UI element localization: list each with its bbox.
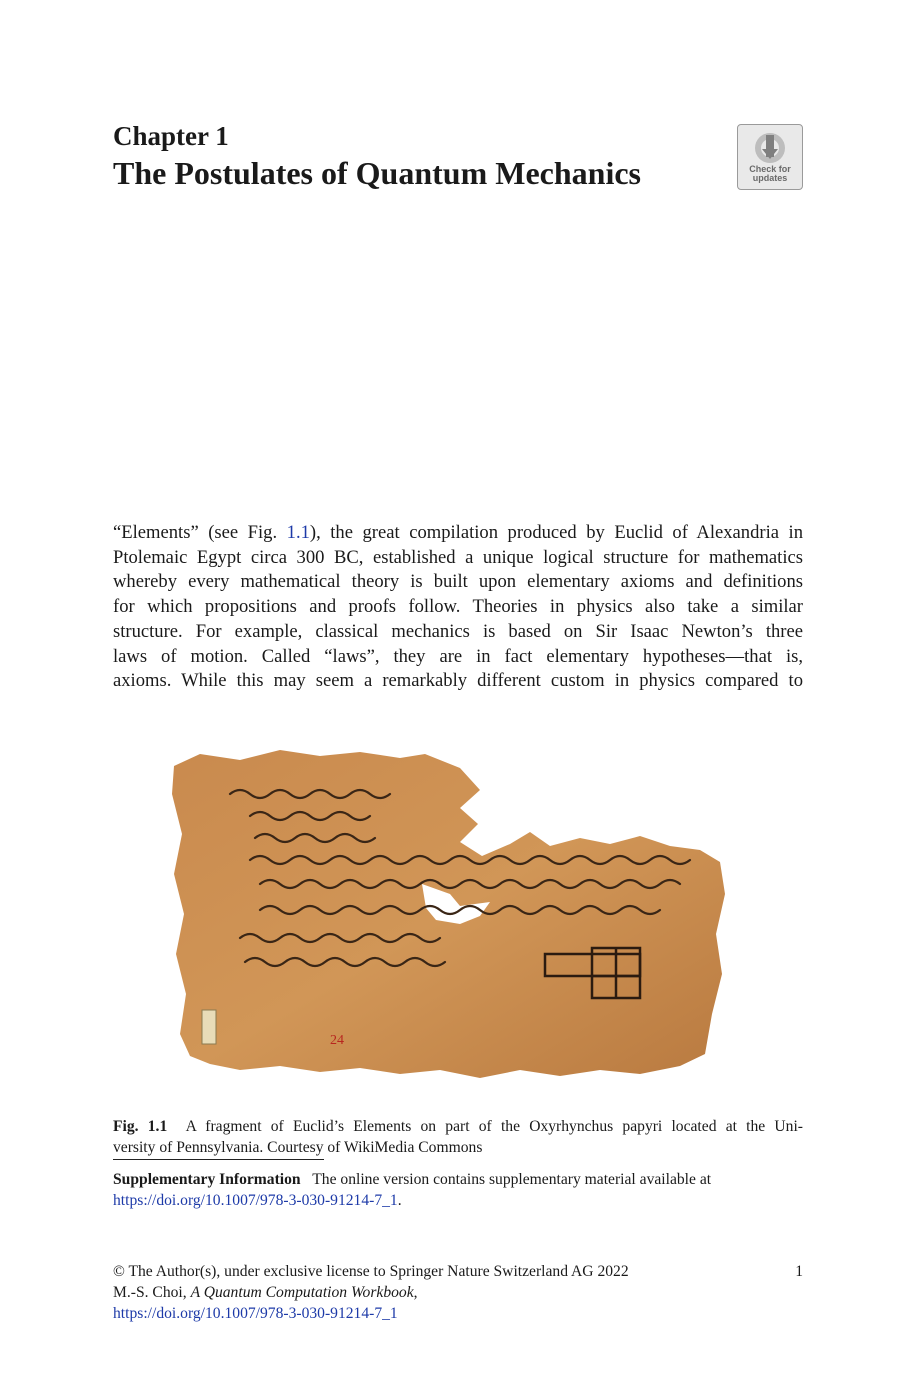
check-for-updates-badge[interactable] bbox=[737, 124, 803, 190]
book-title: A Quantum Computation Workbook bbox=[190, 1284, 414, 1301]
supplementary-information: Supplementary Information The online version contains supplementary material available at https://doi.org/10.1007/978-3-030-91214-7_1. bbox=[113, 1171, 712, 1209]
body-line-5: structure. For example, classical mechanics is based on Sir Isaac Newton’s three bbox=[113, 620, 803, 642]
figure-label: Fig. 1.1 bbox=[113, 1118, 168, 1135]
badge-label-line2: updates bbox=[752, 173, 788, 183]
body-line-3: whereby every mathematical theory is built upon elementary axioms and definitions bbox=[113, 571, 803, 593]
caption-line-2: versity of Pennsylvania. Courtesy of WikiMedia Commons bbox=[113, 1139, 483, 1156]
body-line-1: “Elements” (see Fig. 1.1), the great compilation produced by Euclid of Alexandria in bbox=[113, 522, 803, 543]
page-footer: © The Author(s), under exclusive license to Springer Nature Switzerland AG 2022 M.-S. Choi, A Quantum Computation Workbook, https://doi.org/10.1007/978-3-030-91214-7_1 bbox=[113, 1263, 629, 1322]
body-line-7: axioms. While this may seem a remarkably different custom in physics compared to bbox=[113, 670, 803, 692]
chapter-doi-link[interactable]: https://doi.org/10.1007/978-3-030-91214-7_1 bbox=[113, 1305, 398, 1322]
body-line-4: for which propositions and proofs follow. Theories in physics also take a similar bbox=[113, 596, 803, 618]
check-for-updates-icon bbox=[753, 131, 787, 165]
chapter-title: The Postulates of Quantum Mechanics bbox=[113, 155, 641, 191]
badge-label-line1: Check for bbox=[749, 164, 791, 174]
body-line-2: Ptolemaic Egypt circa 300 BC, established a unique logical structure for mathematics bbox=[113, 546, 803, 568]
body-line-6: laws of motion. Called “laws”, they are in fact elementary hypotheses—that is, bbox=[113, 645, 803, 667]
caption-line-1: A fragment of Euclid’s Elements on part of the Oxyrhynchus papyri located at the Uni- bbox=[185, 1118, 803, 1135]
footnote-separator bbox=[113, 1159, 324, 1160]
body-paragraph bbox=[113, 521, 803, 694]
copyright-notice: © The Author(s), under exclusive license to Springer Nature Switzerland AG 2022 bbox=[113, 1263, 629, 1280]
chapter-number: Chapter 1 bbox=[113, 121, 229, 151]
figure-reference-link[interactable]: 1.1 bbox=[286, 522, 310, 543]
papyrus-page-mark: 24 bbox=[330, 1033, 344, 1048]
supplementary-doi-link[interactable]: https://doi.org/10.1007/978-3-030-91214-7_1 bbox=[113, 1192, 398, 1209]
figure-caption bbox=[113, 1116, 803, 1158]
author-name: M.-S. Choi, bbox=[113, 1284, 191, 1301]
papyrus-fragment-image bbox=[160, 734, 733, 1094]
supplementary-text: The online version contains supplementary material available at bbox=[312, 1171, 712, 1188]
supplementary-label: Supplementary Information bbox=[113, 1171, 301, 1188]
page-number: 1 bbox=[795, 1263, 803, 1280]
